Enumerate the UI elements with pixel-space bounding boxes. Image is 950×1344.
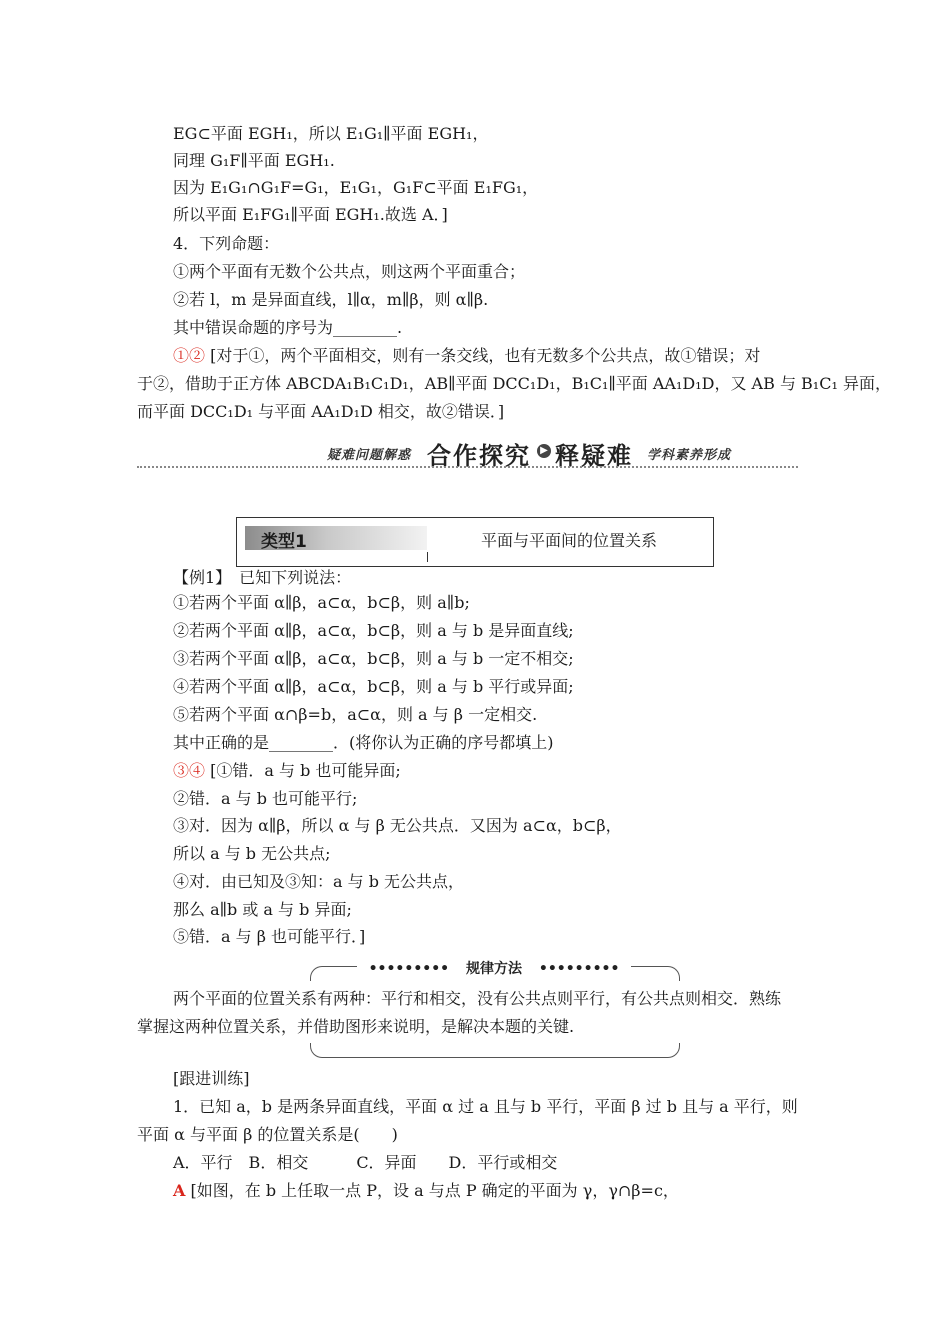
section-title-2: 释疑难 (555, 442, 633, 470)
answer-text: [如图，在 b 上任取一点 P，设 a 与点 P 确定的平面为 γ，γ∩β=c， (190, 1181, 679, 1200)
type-box (236, 517, 714, 567)
type-divider (427, 552, 428, 562)
example-head: 【例1】 已知下列说法： (173, 568, 352, 587)
dots-decoration: ••••••••• (363, 961, 456, 977)
example-answer-line: ②错．a 与 b 也可能平行; (173, 789, 358, 808)
method-line2: 掌握这两种位置关系，并借助图形来说明，是解决本题的关键. (137, 1017, 575, 1036)
answer-key: ③④ (173, 761, 206, 780)
example-answer-line: ④对．由已知及③知：a 与 b 无公共点， (173, 872, 465, 891)
example-answer-line: 所以 a 与 b 无公共点; (173, 844, 331, 863)
section-title-1: 合作探究 (427, 442, 531, 470)
question-4: 4．下列命题： (173, 234, 280, 253)
example-answer-line: ⑤错．a 与 β 也可能平行．] (173, 927, 366, 946)
answer-key: A (173, 1181, 186, 1200)
example-item: ⑤若两个平面 α∩β=b，a⊂α，则 a 与 β 一定相交. (173, 705, 538, 724)
type-title: 平面与平面间的位置关系 (481, 531, 658, 550)
example-answer-line (173, 760, 401, 782)
section-left-caption: 疑难问题解惑 (327, 448, 412, 463)
answer-text: [对于①，两个平面相交，则有一条交线，也有无数多个公共点，故①错误；对 (210, 346, 761, 365)
text-line: 同理 G₁F∥平面 EGH₁. (173, 151, 335, 170)
training-question-line2: 平面 α 与平面 β 的位置关系是( ) (137, 1125, 398, 1144)
example-item: ④若两个平面 α∥β，a⊂α，b⊂β，则 a 与 b 平行或异面; (173, 677, 574, 696)
method-box (310, 961, 678, 1058)
text-line: 因为 E₁G₁∩G₁F=G₁，E₁G₁，G₁F⊂平面 E₁FG₁， (173, 178, 539, 197)
example-question: 其中正确的是________．(将你认为正确的序号都填上) (173, 733, 554, 752)
example-answer-line: ③对．因为 α∥β，所以 α 与 β 无公共点．又因为 a⊂α，b⊂β， (173, 816, 622, 835)
example-item: ③若两个平面 α∥β，a⊂α，b⊂β，则 a 与 b 一定不相交; (173, 649, 574, 668)
proposition-1: ①两个平面有无数个公共点，则这两个平面重合； (173, 262, 526, 281)
arrow-icon: ▶ (537, 444, 551, 458)
method-line1: 两个平面的位置关系有两种：平行和相交，没有公共点则平行，有公共点则相交．熟练 (173, 989, 782, 1008)
method-label: ••••••••• 规律方法 ••••••••• (357, 961, 632, 977)
section-header (137, 436, 798, 470)
example-item: ①若两个平面 α∥β，a⊂α，b⊂β，则 a∥b; (173, 593, 470, 612)
text-line: 所以平面 E₁FG₁∥平面 EGH₁.故选 A．] (173, 205, 448, 224)
text-line: EG⊂平面 EGH₁，所以 E₁G₁∥平面 EGH₁， (173, 124, 489, 143)
answer-4-line1 (173, 345, 760, 367)
type-tag (245, 526, 427, 550)
training-options: A．平行 B．相交 C．异面 D．平行或相交 (173, 1153, 558, 1172)
answer-text: [①错．a 与 b 也可能异面; (210, 761, 401, 780)
method-label-wrap (310, 958, 678, 978)
answer-4-line2: 于②，借助于正方体 ABCDA₁B₁C₁D₁，AB∥平面 DCC₁D₁，B₁C₁∥平面 AA₁D₁D，又 AB 与 B₁C₁ 异面， (137, 374, 891, 393)
answer-key: ①② (173, 346, 206, 365)
proposition-2: ②若 l，m 是异面直线，l∥α，m∥β，则 α∥β. (173, 290, 489, 309)
example-answer-line: 那么 a∥b 或 a 与 b 异面; (173, 900, 352, 919)
type-tag-label: 类型1 (261, 532, 307, 552)
question-4-prompt: 其中错误命题的序号为________. (173, 318, 403, 337)
section-divider (137, 466, 798, 468)
training-answer (173, 1180, 679, 1202)
section-right-caption: 学科素养形成 (647, 448, 732, 463)
dots-decoration: ••••••••• (533, 961, 626, 977)
answer-4-line3: 而平面 DCC₁D₁ 与平面 AA₁D₁D 相交，故②错误．] (137, 402, 505, 421)
training-question-line1: 1．已知 a，b 是两条异面直线，平面 α 过 a 且与 b 平行，平面 β 过 b 且与 a 平行，则 (173, 1097, 798, 1116)
training-head: [跟进训练] (173, 1069, 250, 1088)
method-box-bottom (310, 1043, 680, 1058)
example-item: ②若两个平面 α∥β，a⊂α，b⊂β，则 a 与 b 是异面直线; (173, 621, 574, 640)
